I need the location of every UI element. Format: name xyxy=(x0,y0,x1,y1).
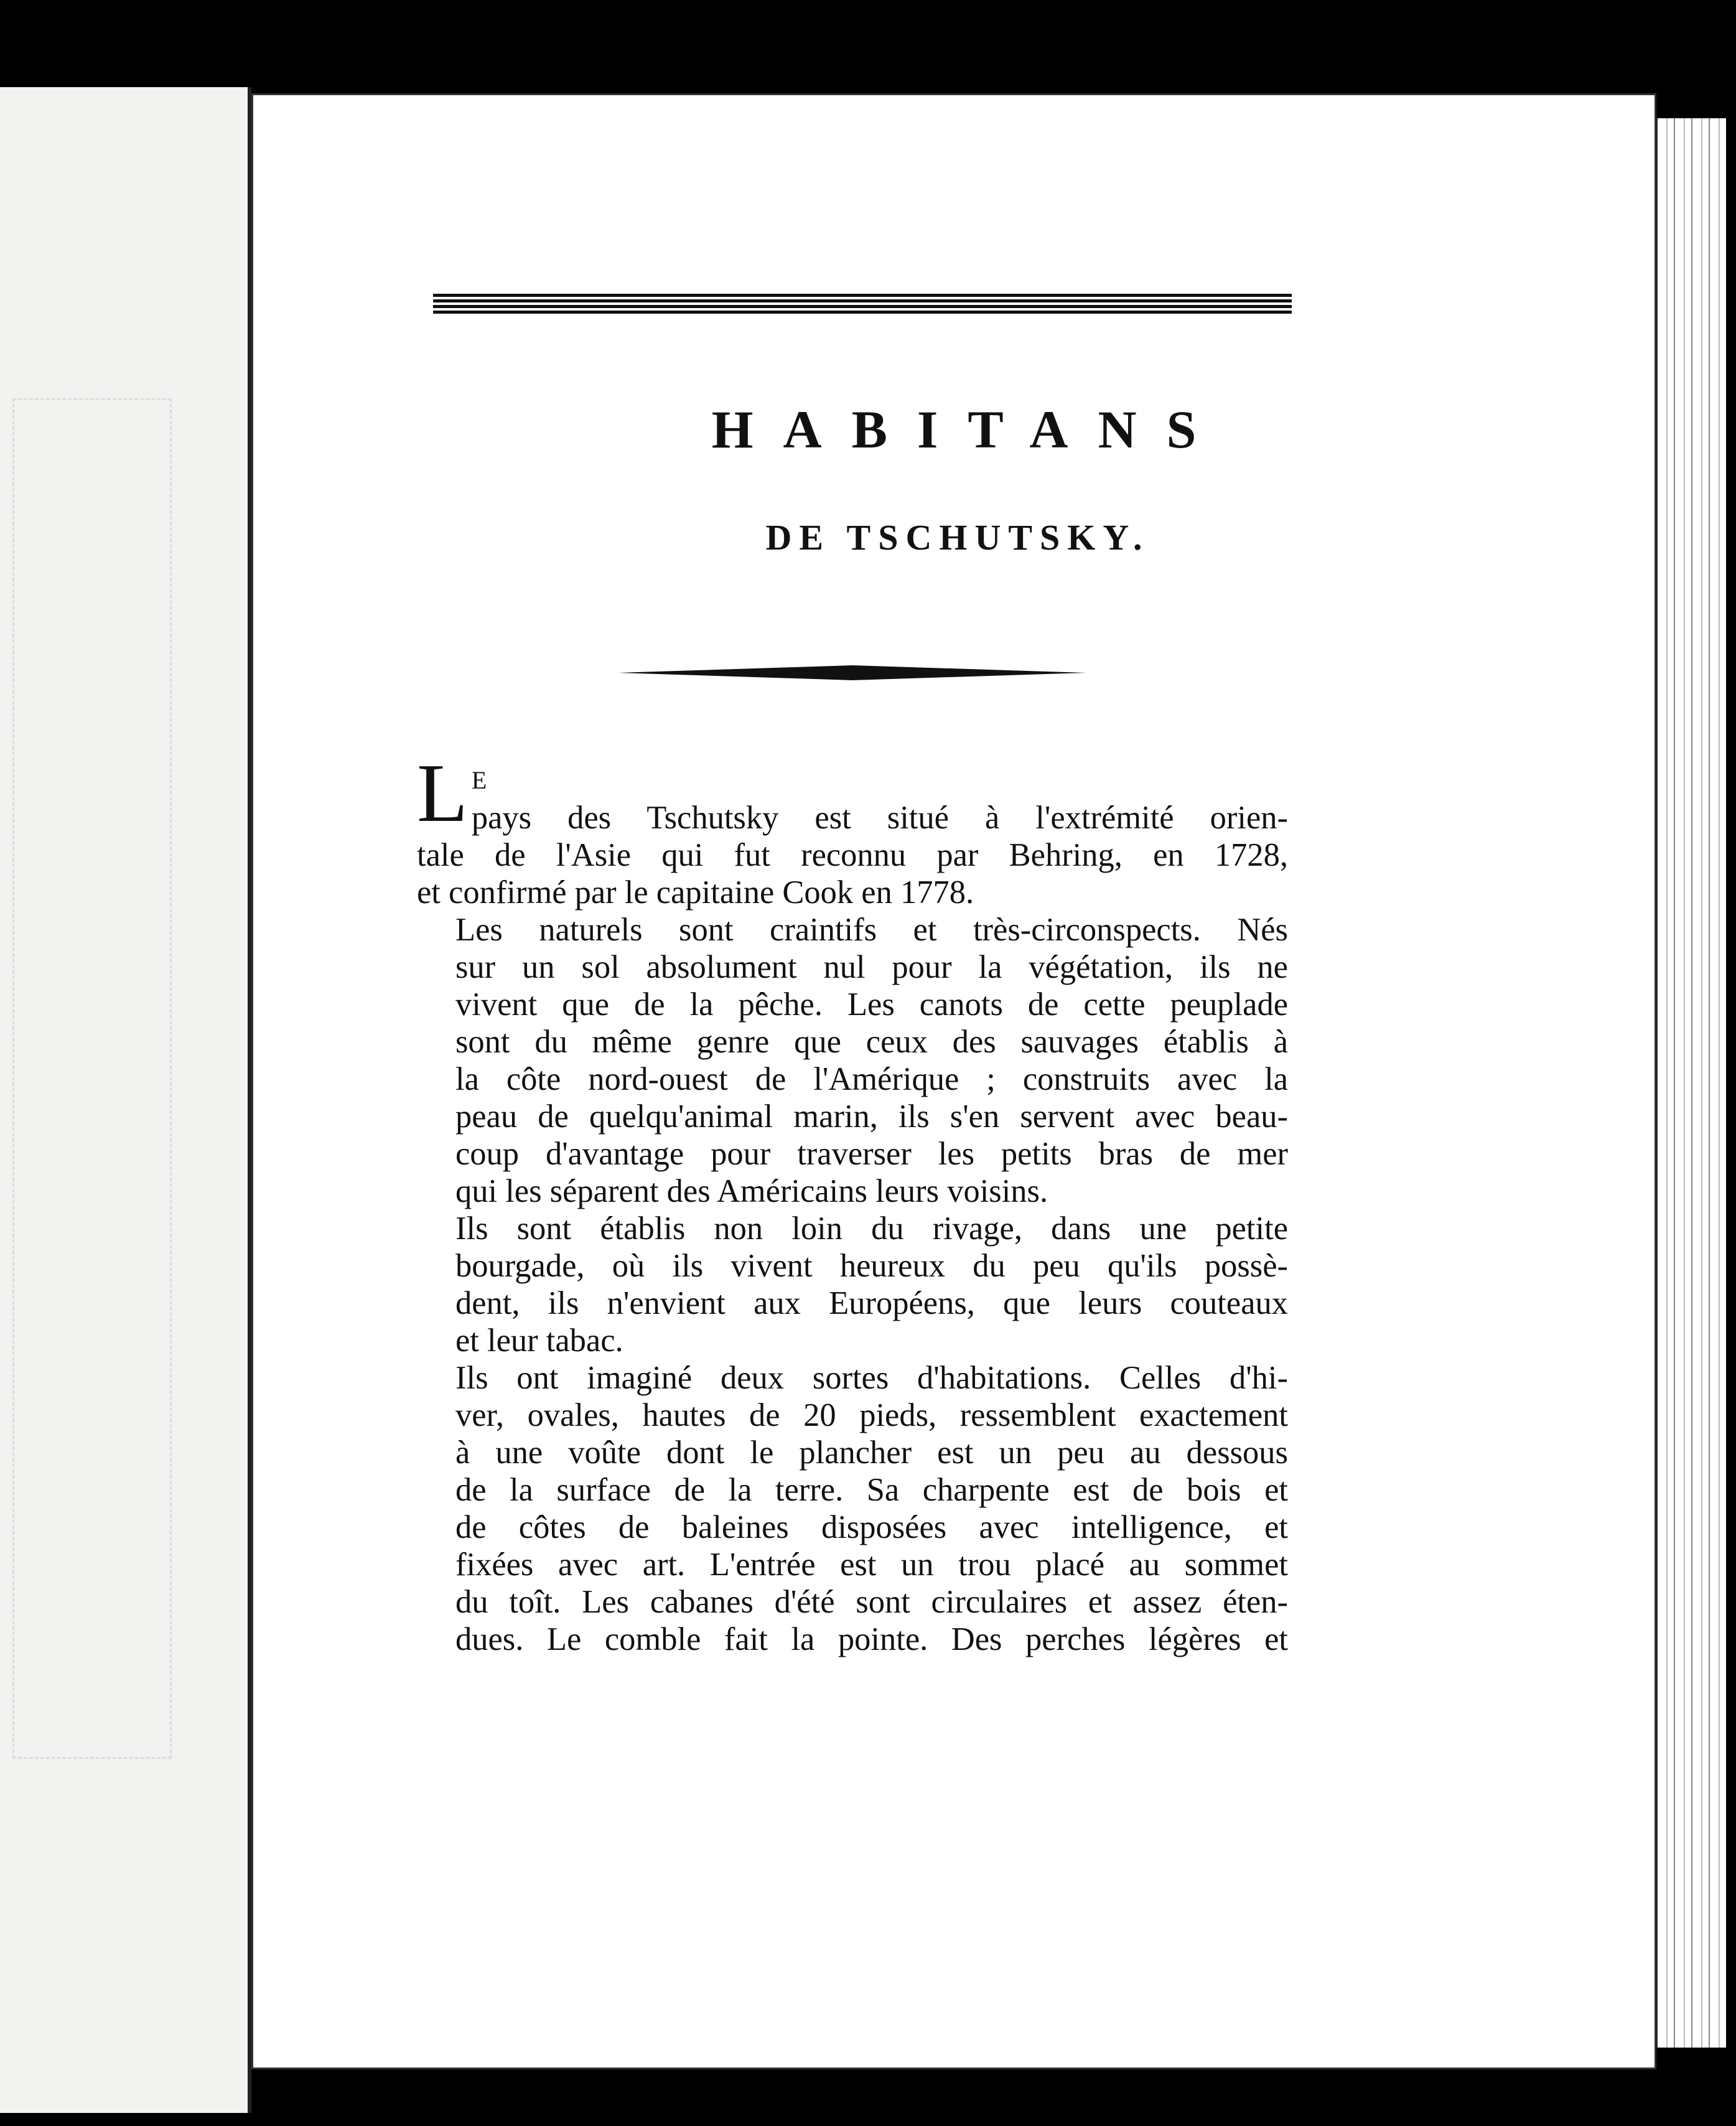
paragraph-2 xyxy=(417,911,1288,1210)
page-subtitle: DE TSCHUTSKY. xyxy=(765,517,1150,558)
text-line: de la surface de la terre. Sa charpente est de bois et xyxy=(455,1472,1288,1508)
text-line: Ils ont imaginé deux sortes d'habitations. Celles d'hi- xyxy=(455,1360,1288,1396)
small-caps: E xyxy=(471,766,487,794)
text-line: pays des Tschutsky est situé à l'extrémité orien- xyxy=(471,800,1288,836)
page-title: HABITANS xyxy=(711,400,1226,459)
text-line: du toît. Les cabanes d'été sont circulaires et assez éten- xyxy=(455,1584,1288,1620)
text-line: vivent que de la pêche. Les canots de cette peuplade xyxy=(455,986,1288,1023)
tapered-divider xyxy=(618,663,1086,682)
paragraph-4 xyxy=(417,1359,1288,1658)
facing-page xyxy=(0,87,251,2113)
text-line: Ils sont établis non loin du rivage, dans une petite xyxy=(455,1211,1288,1247)
book-page xyxy=(251,93,1656,2069)
text-line: qui les séparent des Américains leurs voisins. xyxy=(455,1173,1048,1209)
top-ornamental-rule xyxy=(433,294,1292,315)
facing-page-bleed-through xyxy=(12,398,172,1759)
text-line: à une voûte dont le plancher est un peu au dessous xyxy=(455,1435,1288,1471)
text-line: dent, ils n'envient aux Européens, que leurs couteaux xyxy=(455,1285,1288,1321)
text-line: sur un sol absolument nul pour la végétation, ils ne xyxy=(455,949,1288,985)
text-line: Les naturels sont craintifs et très-circonspects. Nés xyxy=(455,912,1288,948)
text-line: coup d'avantage pour traverser les petits bras de mer xyxy=(455,1136,1288,1172)
text-line: bourgade, où ils vivent heureux du peu qu'ils possè- xyxy=(455,1248,1288,1284)
text-line: tale de l'Asie qui fut reconnu par Behring, en 1728, xyxy=(417,837,1288,873)
text-line: et leur tabac. xyxy=(455,1323,623,1359)
text-line: la côte nord-ouest de l'Amérique ; construits avec la xyxy=(455,1061,1288,1097)
text-line: et confirmé par le capitaine Cook en 1778. xyxy=(417,874,974,911)
body-text xyxy=(417,747,1288,1658)
paragraph-3 xyxy=(417,1210,1288,1359)
text-line: fixées avec art. L'entrée est un trou placé au sommet xyxy=(455,1547,1288,1583)
text-line: de côtes de baleines disposées avec intelligence, et xyxy=(455,1509,1288,1545)
text-line: sont du même genre que ceux des sauvages établis à xyxy=(455,1024,1288,1060)
text-line: ver, ovales, hautes de 20 pieds, ressemblent exactement xyxy=(455,1397,1288,1433)
paragraph-1 xyxy=(417,747,1288,911)
text-line: peau de quelqu'animal marin, ils s'en servent avec beau- xyxy=(455,1098,1288,1135)
text-line: dues. Le comble fait la pointe. Des perches légères et xyxy=(455,1621,1288,1657)
page-edges xyxy=(1655,118,1726,2048)
drop-cap: L xyxy=(417,747,468,839)
